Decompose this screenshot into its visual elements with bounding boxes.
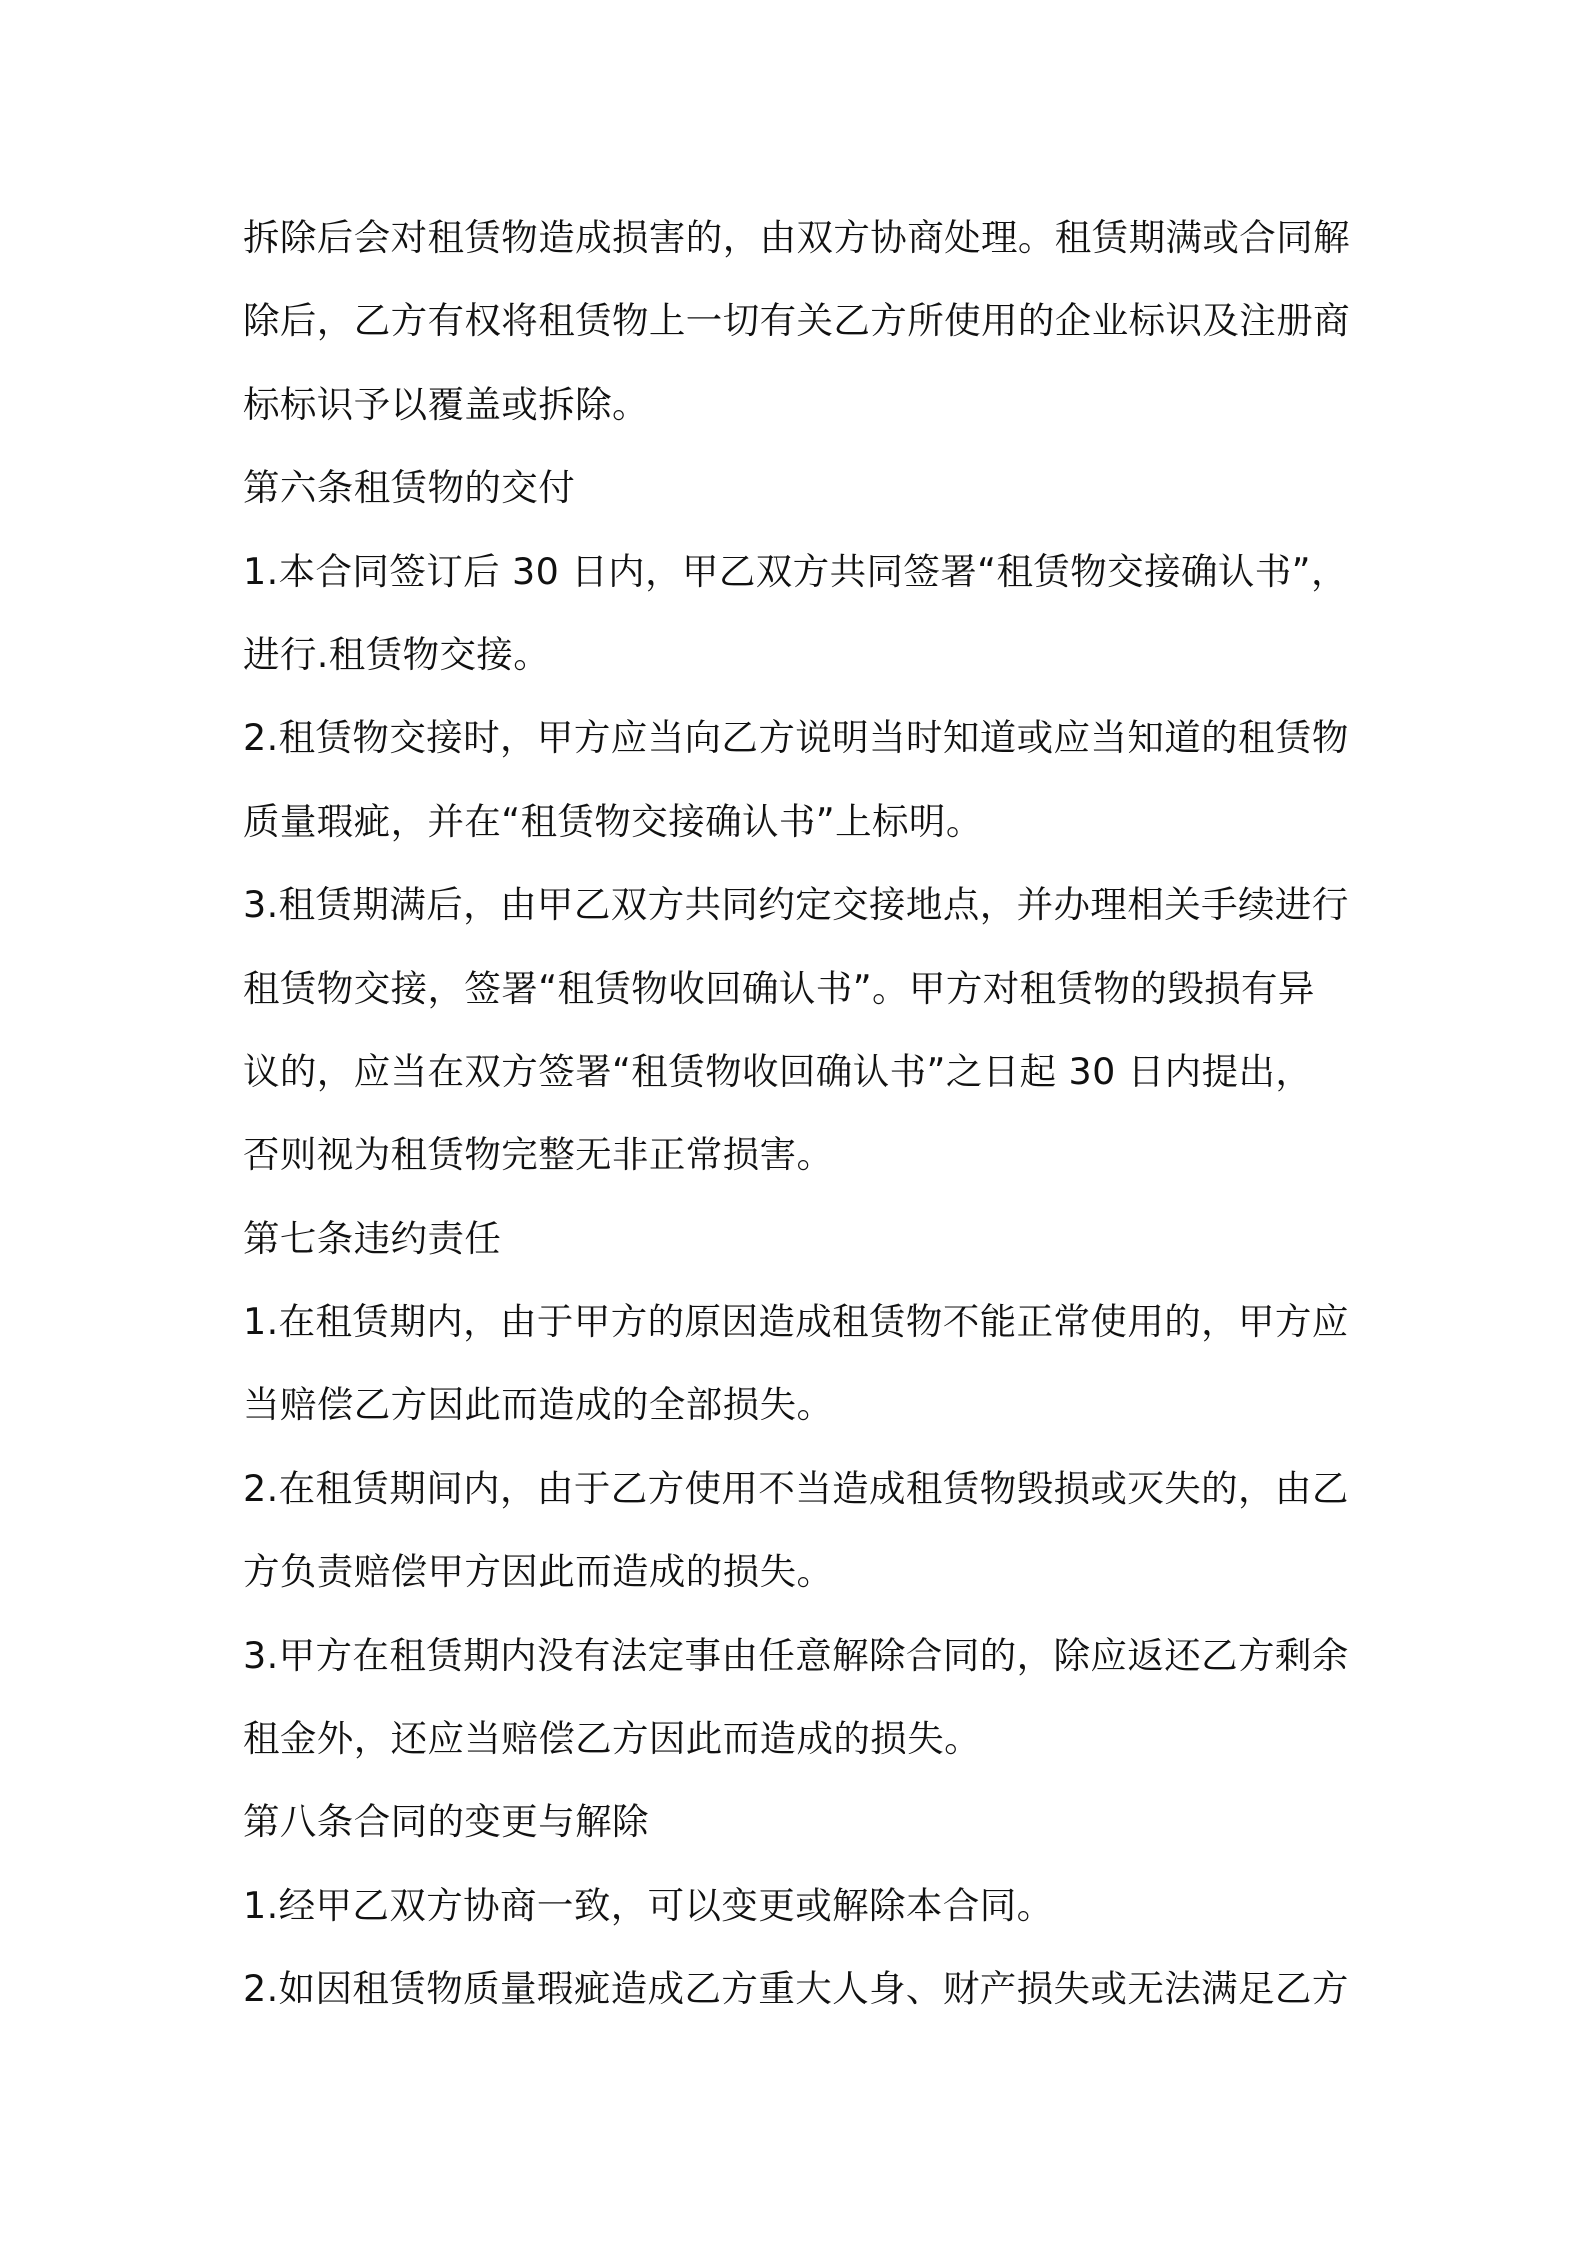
section-heading: 第八条合同的变更与解除 xyxy=(243,1800,649,1844)
text-line: 方负责赔偿甲方因此而造成的损失。 xyxy=(243,1550,834,1594)
text-line: 质量瑕疵，并在“租赁物交接确认书”上标明。 xyxy=(243,799,983,843)
text-line: 议的，应当在双方签署“租赁物收回确认书”之日起 30 日内提出， xyxy=(243,1049,1313,1093)
text-line: 进行.租赁物交接。 xyxy=(243,632,551,676)
text-line: 租赁物交接，签署“租赁物收回确认书”。甲方对租赁物的毁损有异 xyxy=(243,966,1315,1010)
text-line: 2.租赁物交接时，甲方应当向乙方说明当时知道或应当知道的租赁物 xyxy=(243,716,1349,760)
section-heading: 第六条租赁物的交付 xyxy=(243,466,576,510)
section-heading: 第七条违约责任 xyxy=(243,1216,502,1260)
text-line: 否则视为租赁物完整无非正常损害。 xyxy=(243,1133,834,1177)
text-line: 1.在租赁期内，由于甲方的原因造成租赁物不能正常使用的，甲方应 xyxy=(243,1300,1349,1344)
text-line: 2.在租赁期间内，由于乙方使用不当造成租赁物毁损或灭失的，由乙 xyxy=(243,1466,1349,1510)
text-line: 3.租赁期满后，由甲乙双方共同约定交接地点，并办理相关手续进行 xyxy=(243,883,1349,927)
text-line: 标标识予以覆盖或拆除。 xyxy=(243,382,649,426)
text-line: 1.本合同签订后 30 日内，甲乙双方共同签署“租赁物交接确认书”， xyxy=(243,549,1348,593)
document-page xyxy=(243,196,1353,2031)
text-line: 租金外，还应当赔偿乙方因此而造成的损失。 xyxy=(243,1717,981,1761)
text-line: 拆除后会对租赁物造成损害的，由双方协商处理。租赁期满或合同解 xyxy=(243,216,1350,259)
text-line: 1.经甲乙双方协商一致，可以变更或解除本合同。 xyxy=(243,1883,1054,1927)
text-line: 当赔偿乙方因此而造成的全部损失。 xyxy=(243,1383,834,1427)
text-line: 除后，乙方有权将租赁物上一切有关乙方所使用的企业标识及注册商 xyxy=(243,299,1350,343)
text-line: 2.如因租赁物质量瑕疵造成乙方重大人身、财产损失或无法满足乙方 xyxy=(243,1967,1349,2011)
text-line: 3.甲方在租赁期内没有法定事由任意解除合同的，除应返还乙方剩余 xyxy=(243,1633,1349,1677)
